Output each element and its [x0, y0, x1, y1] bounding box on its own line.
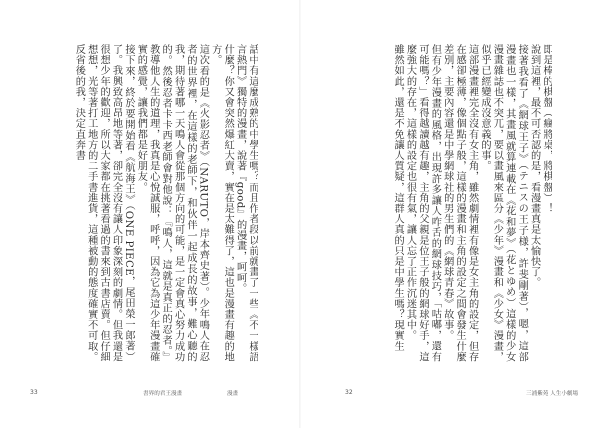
- paragraph: 說到這裡，最不可否認的是，看漫畫真是太愉快了。: [528, 44, 540, 288]
- running-book-title: 三浦紫苑 人生小劇場: [526, 391, 579, 397]
- paragraph: 即是棒的棋盤（瘋將桌，將棋盤）！: [541, 44, 552, 214]
- paragraph: 什麼？你又會突然爆紅大賣，實在是太難得了，這也是漫畫有趣的地方。: [209, 44, 234, 362]
- paragraph: 這次看的是《火影忍者》（NARUTO，岸本齊史著）。少年鳴人在忍者的世界裡，在這樣的老師下，和伙伴一起成長的故事，難心聽的我，期待著哪一天鳴人會從那個方向的可能，是一定會真心努力成功的。然後忍者卡卡西老師會對他說：『鳴人，這就是真正的忍者。』教導他人生的道理，我真是心悅誠服，呼呼，因為它為這少年漫畫確實的感覺，讓我們都是好朋友。: [135, 44, 209, 362]
- page-number: 32: [345, 389, 353, 396]
- running-chapter-title: 漫畫: [227, 391, 239, 397]
- paragraph: 雖然如此，還是不免讓人質疑，這群人真的只是中學生嗎？現實生: [392, 44, 404, 352]
- paragraph: 接下來，終於要開始看《航海王》（ONE PIECE，尾田榮一郎著）了。我興致高昂地等著，卻完全沒有讓人印象深刻的劇情。但我還是很想少年的歡迎，所以大家都在挑著看過的書來到古書店賣。但仔細想想，光等著打工地方的二手書進貨，這種被動的態度確實不可取。反省後的我，決定直奔書: [73, 44, 134, 362]
- running-book-title: 書界的君王漫畫: [143, 391, 183, 397]
- right-page-text: [345, 44, 552, 362]
- paragraph: 但有少年漫畫的風格，出現許多讓人咋舌的網球技巧，「咕嘟，還有可能嗎？」看得越讀越有趣，主角的父親是位王子般的網球好手，這麼強大的存在，這樣的設定也很有氣，讓人忘了正作沉迷其中。: [404, 44, 441, 362]
- paragraph: 接著我看了《網球王子》（テニスの王子様，許斐剛著），嗯，這部漫畫也一樣，其畫風就算連載在《花和夢》（花とゆめ）這樣的少女漫畫雜誌也不突兀，要以畫風來區分《少年》漫畫和《少女》漫畫，似乎已經變成沒意義的事。: [478, 44, 528, 362]
- paragraph: 這部漫畫裡完全沒有女主角，雖然劇情裡有像是女主角的設定，但存在感卻極薄，像個點子般，這樣的漫畫和主角的設定之間會發生什麼差別，主要內容還是中學網球社的男生們的《網球青春》故事。: [441, 44, 478, 362]
- right-page: [300, 0, 600, 428]
- left-page-text: [55, 44, 258, 362]
- paragraph: 話中有這麼成熟的中學生嗎？而且作者段以前就畫了一些《不一樣語言熱門》獨特的漫畫，說著『good』的漫畫，呵呵。: [234, 44, 258, 362]
- page-number: 33: [30, 389, 38, 396]
